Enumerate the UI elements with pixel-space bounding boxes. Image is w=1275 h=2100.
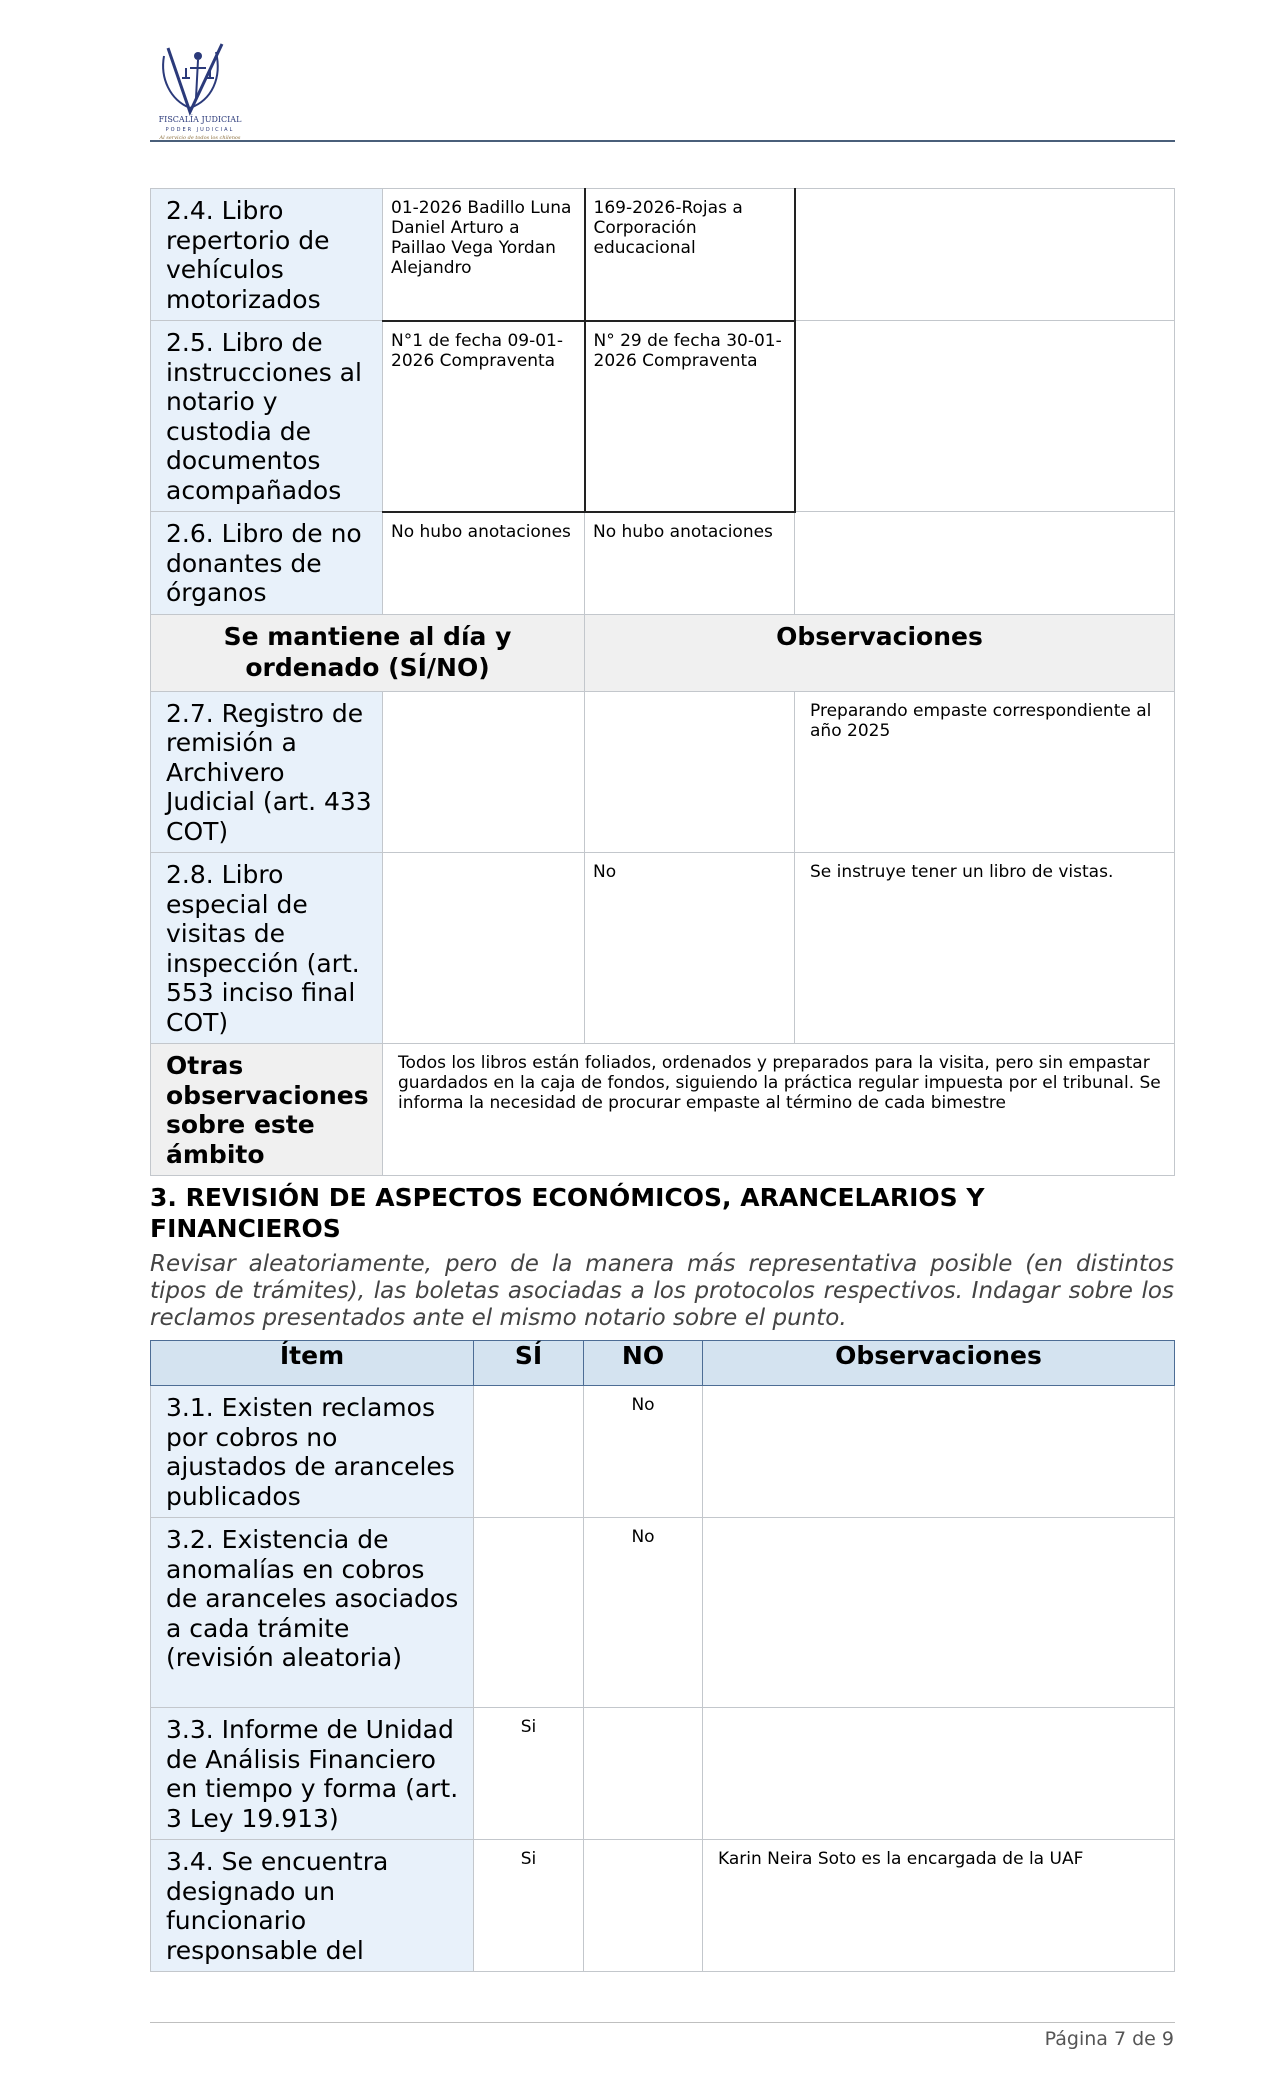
- cell-value: No: [585, 853, 795, 1044]
- other-observations-text: Todos los libros están foliados, ordenados y preparados para la visita, pero sin empastar guardados en la caja de fondos, siguiendo la práctica regular impuesta por el tribunal. Se informa la necesidad de procurar empaste al término de cada bimestre: [383, 1044, 1175, 1176]
- cell-value: [795, 189, 1175, 321]
- section-3-description: Revisar aleatoriamente, pero de la manera más representativa posible (en distintos tipos de trámites), las boletas asociadas a los protocolos respectivos. Indagar sobre los reclamos presentados ante el mismo notario sobre el punto.: [150, 1251, 1174, 1331]
- table-row: [151, 1840, 1175, 1972]
- obs-value: [703, 1708, 1175, 1840]
- cell-value: [383, 691, 585, 853]
- cell-value: No hubo anotaciones: [383, 512, 585, 615]
- obs-value: [703, 1518, 1175, 1708]
- item-label: 3.3. Informe de Unidad de Análisis Financiero en tiempo y forma (art. 3 Ley 19.913): [151, 1708, 474, 1840]
- table-row: [151, 1518, 1175, 1708]
- table-row: [151, 321, 1175, 512]
- header-no: NO: [584, 1341, 703, 1386]
- cell-value: No hubo anotaciones: [585, 512, 795, 615]
- cell-value: Preparando empaste correspondiente al año 2025: [795, 691, 1175, 853]
- logo-text-2: PODER JUDICIAL: [165, 127, 235, 133]
- logo-text-3: Al servicio de todos los chilenos: [159, 135, 241, 141]
- item-label: 3.4. Se encuentra designado un funcionario responsable del: [151, 1840, 474, 1972]
- header-item: Ítem: [151, 1341, 474, 1386]
- table-row: [151, 1386, 1175, 1518]
- no-value: No: [584, 1386, 703, 1518]
- fiscalia-judicial-logo: [150, 38, 250, 142]
- si-value: [474, 1386, 584, 1518]
- no-value: No: [584, 1518, 703, 1708]
- table-row: [151, 691, 1175, 853]
- section-3-title: 3. REVISIÓN DE ASPECTOS ECONÓMICOS, ARANCELARIOS Y FINANCIEROS: [150, 1183, 985, 1243]
- row-label: 2.7. Registro de remisión a Archivero Judicial (art. 433 COT): [151, 691, 383, 853]
- si-value: Si: [474, 1840, 584, 1972]
- row-label: 2.6. Libro de no donantes de órganos: [151, 512, 383, 615]
- cell-value: N° 29 de fecha 30-01-2026 Compraventa: [585, 321, 795, 512]
- no-value: [584, 1708, 703, 1840]
- obs-value: Karin Neira Soto es la encargada de la UAF: [703, 1840, 1175, 1972]
- logo-text-1: FISCALÍA JUDICIAL: [158, 115, 242, 124]
- footer-rule: [150, 2022, 1175, 2023]
- table-row: [151, 1708, 1175, 1840]
- table-row: [151, 1044, 1175, 1176]
- si-value: [474, 1518, 584, 1708]
- si-value: Si: [474, 1708, 584, 1840]
- page-number: Página 7 de 9: [1044, 2028, 1174, 2050]
- subheader-left: Se mantiene al día y ordenado (SÍ/NO): [151, 614, 585, 691]
- item-label: 3.1. Existen reclamos por cobros no ajustados de aranceles publicados: [151, 1386, 474, 1518]
- header-rule: [150, 140, 1175, 142]
- row-label: 2.8. Libro especial de visitas de inspección (art. 553 inciso final COT): [151, 853, 383, 1044]
- row-label: 2.5. Libro de instrucciones al notario y custodia de documentos acompañados: [151, 321, 383, 512]
- item-label: 3.2. Existencia de anomalías en cobros de aranceles asociados a cada trámite (revisión aleatoria): [151, 1518, 474, 1708]
- subheader-right: Observaciones: [585, 614, 1175, 691]
- table-subheader-row: [151, 614, 1175, 691]
- cell-value: [383, 853, 585, 1044]
- no-value: [584, 1840, 703, 1972]
- other-observations-label: Otras observaciones sobre este ámbito: [151, 1044, 383, 1176]
- cell-value: [585, 691, 795, 853]
- table-row: [151, 189, 1175, 321]
- table-header-row: [151, 1341, 1175, 1386]
- header-observations: Observaciones: [703, 1341, 1175, 1386]
- obs-value: [703, 1386, 1175, 1518]
- cell-value: 169-2026-Rojas a Corporación educacional: [585, 189, 795, 321]
- table-row: [151, 853, 1175, 1044]
- economic-review-table: [150, 1340, 1175, 1972]
- table-row: [151, 512, 1175, 615]
- cell-value: 01-2026 Badillo Luna Daniel Arturo a Paillao Vega Yordan Alejandro: [383, 189, 585, 321]
- cell-value: [795, 321, 1175, 512]
- row-label: 2.4. Libro repertorio de vehículos motorizados: [151, 189, 383, 321]
- header-si: SÍ: [474, 1341, 584, 1386]
- cell-value: N°1 de fecha 09-01-2026 Compraventa: [383, 321, 585, 512]
- cell-value: Se instruye tener un libro de vistas.: [795, 853, 1175, 1044]
- books-table: [150, 188, 1175, 1176]
- cell-value: [795, 512, 1175, 615]
